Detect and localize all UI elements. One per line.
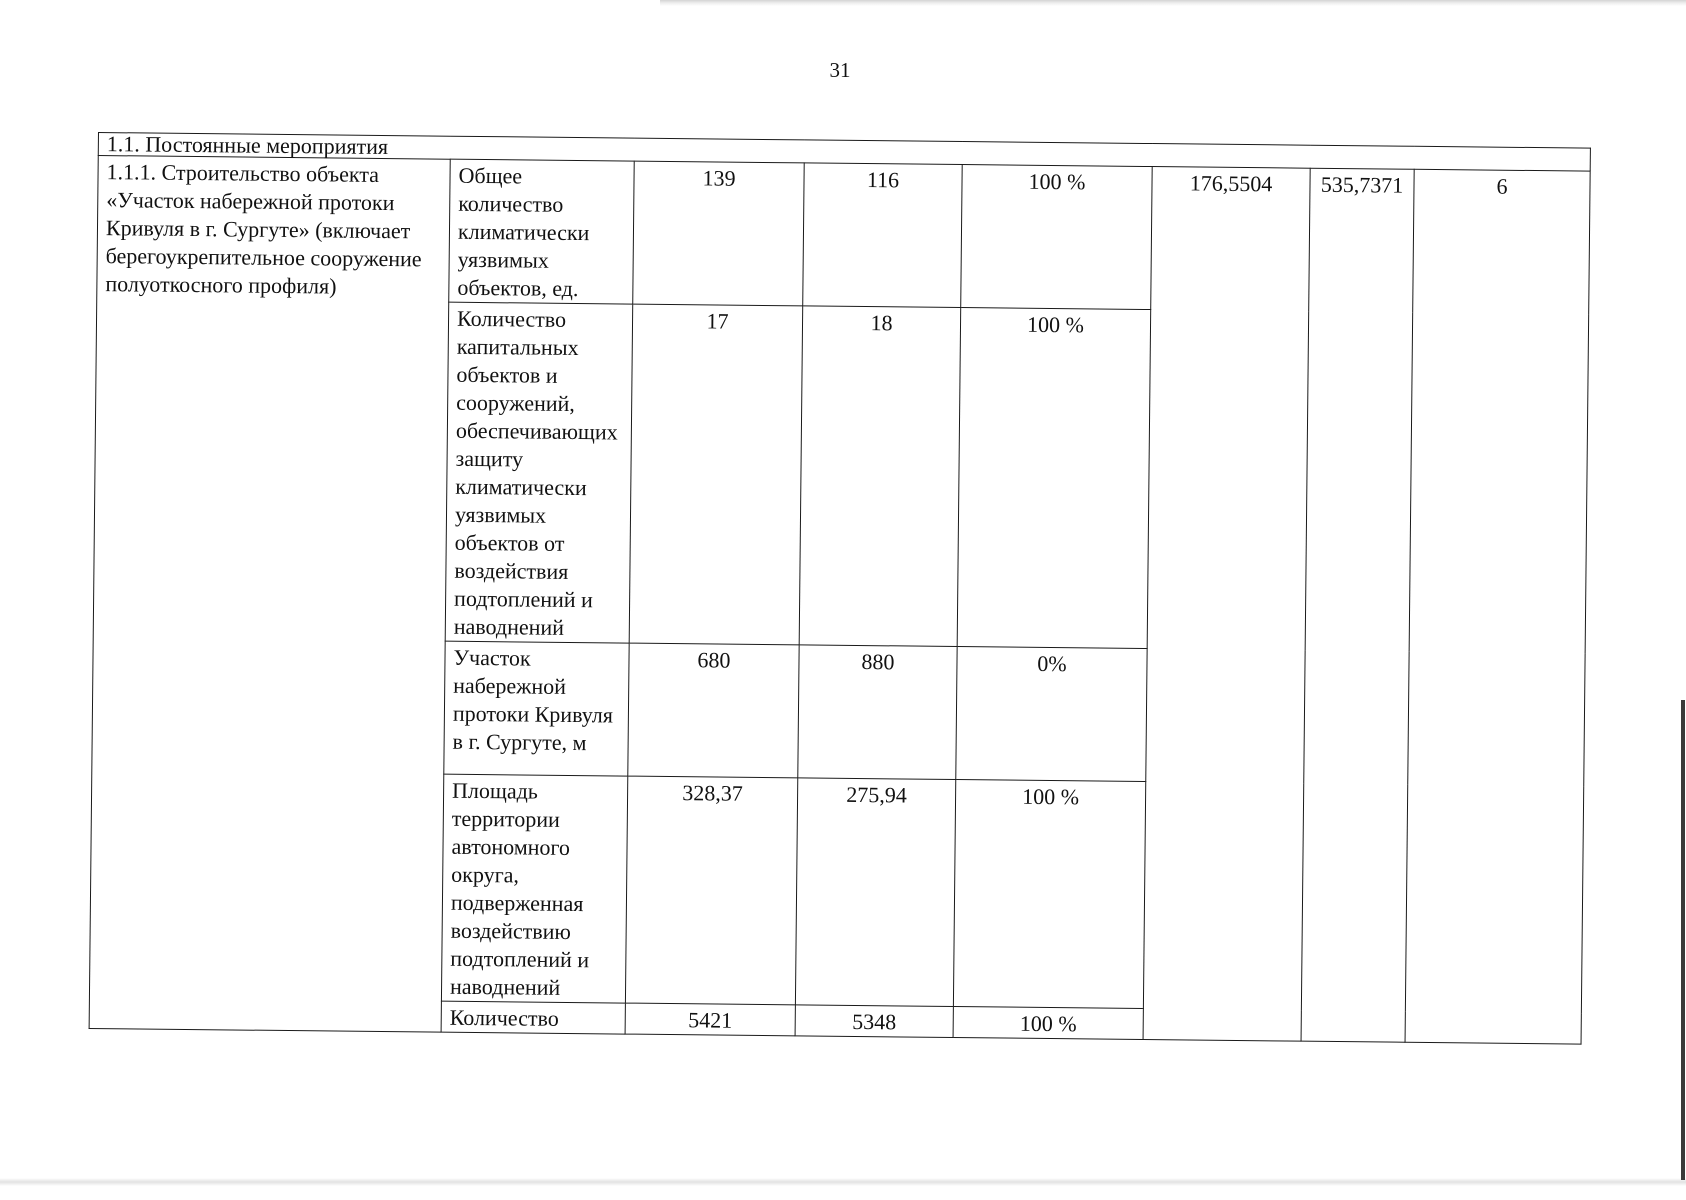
- indicator-percent: 100 %: [953, 780, 1145, 1009]
- indicator-value-1: 139: [633, 161, 804, 306]
- scan-edge-right: [1681, 700, 1685, 1180]
- indicator-name: Площадь территории автономного округа, подверженная воздействию подтоплений и наводнений: [441, 774, 627, 1003]
- indicator-percent: 100 %: [953, 1007, 1143, 1040]
- third-value: 6: [1405, 169, 1590, 1044]
- section-title: 1.1. Постоянные мероприятия: [98, 133, 1590, 172]
- indicator-value-2: 880: [798, 645, 957, 780]
- indicator-value-2: 275,94: [795, 778, 955, 1007]
- indicator-percent: 100 %: [957, 308, 1151, 649]
- indicator-name: Количество капитальных объектов и сооружений, обеспечивающих защиту климатически уязвимых объектов от воздействия подтоплений и наводнений: [445, 302, 633, 643]
- scan-edge-top: [660, 0, 1686, 6]
- indicator-value-2: 116: [803, 163, 962, 308]
- measures-table: [89, 132, 1591, 1045]
- indicator-value-1: 5421: [625, 1003, 795, 1036]
- indicator-value-2: 5348: [795, 1005, 953, 1038]
- indicator-value-1: 680: [628, 643, 799, 778]
- second-value: 535,7371: [1301, 168, 1414, 1042]
- indicator-name: Участок набережной протоки Кривуля в г. Сургуте, м: [444, 641, 629, 776]
- indicator-value-1: 17: [629, 304, 803, 645]
- indicator-value-2: 18: [799, 306, 961, 647]
- scan-edge-bottom: [0, 1178, 1686, 1186]
- indicator-name: Количество: [441, 1001, 625, 1034]
- cost-value: 176,5504: [1143, 167, 1310, 1042]
- table-row: [97, 156, 1590, 315]
- indicator-name: Общее количество климатически уязвимых объектов, ед.: [449, 159, 634, 304]
- indicator-percent: 100 %: [961, 165, 1152, 310]
- indicator-value-1: 328,37: [625, 776, 797, 1005]
- measure-description: 1.1.1. Строительство объекта «Участок набережной протоки Кривуля в г. Сургуте» (включает берегоукрепительное сооружение полуоткосного профиля): [89, 156, 450, 1033]
- page-number: 31: [829, 58, 851, 82]
- indicator-percent: 0%: [956, 647, 1147, 782]
